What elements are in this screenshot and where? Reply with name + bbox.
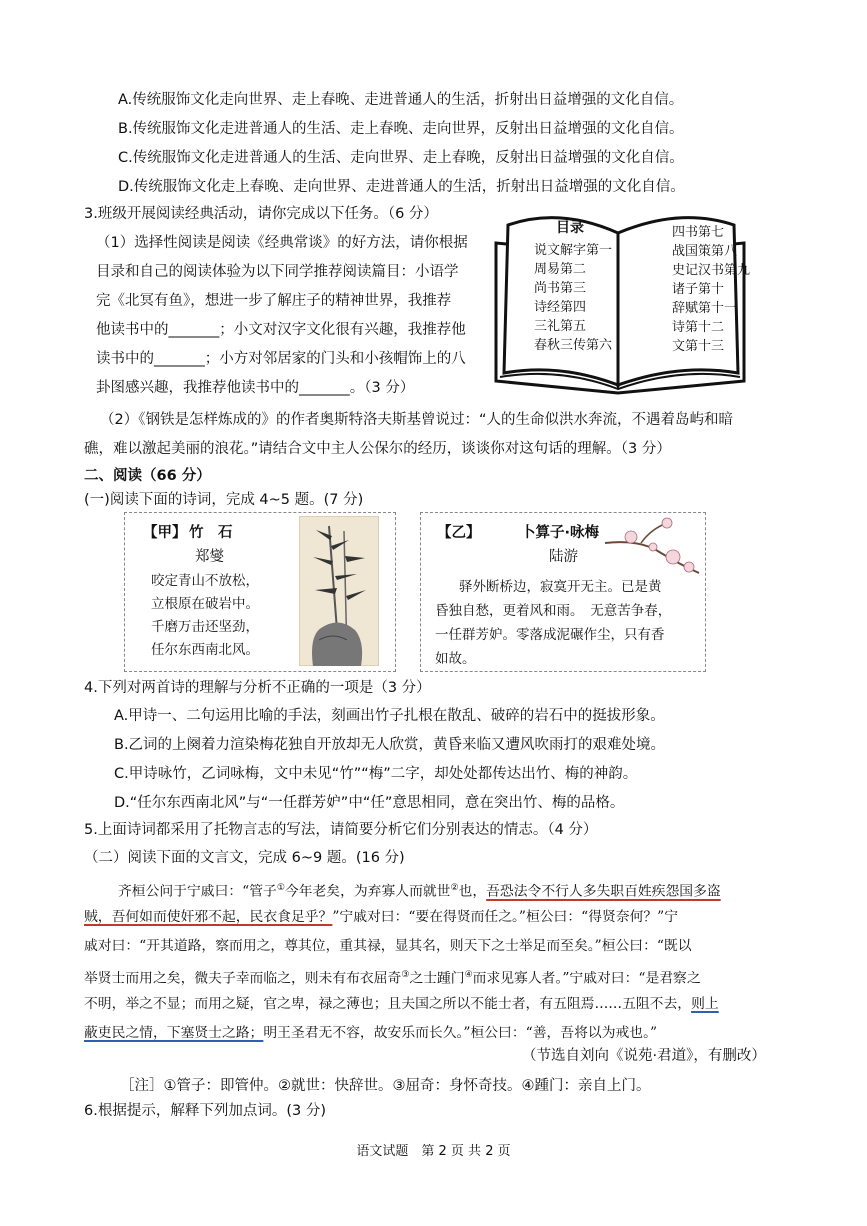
- footnote-marker: ③: [401, 970, 410, 980]
- book-right-item: 战国策第八: [672, 244, 738, 259]
- q3-part2-line: 礁，难以激起美丽的浪花。”请结合文中主人公保尔的经历，谈谈你对这句话的理解。（3 分）: [84, 441, 671, 457]
- q3-part1-line: 读书中的_______；小方对邻居家的门头和小孩帽饰上的八: [96, 351, 466, 367]
- classical-text: 不明，举之不显；而用之疑，官之卑，禄之薄也；且夫国之所以不能士者，有五阻焉……五阻不去，: [84, 996, 692, 1012]
- q3-part1-line: 完《北冥有鱼》，想进一步了解庄子的精神世界，我推荐: [96, 293, 452, 309]
- book-left-item: 春秋三传第六: [534, 338, 613, 353]
- poem-b-box: [420, 512, 706, 672]
- book-left-item: 三礼第五: [534, 319, 587, 334]
- poem-a-line: 咬定青山不放松，: [151, 573, 259, 589]
- footnote-marker: ②: [450, 883, 459, 893]
- poem-a-line: 千磨万击还坚劲，: [151, 619, 259, 635]
- poem-a-line: 立根原在破岩中。: [151, 596, 259, 612]
- q4-title: 4.下列对两首诗的理解与分析不正确的一项是（3 分）: [84, 680, 431, 696]
- section-heading: 二、阅读（66 分）: [84, 468, 211, 484]
- book-left-item: 周易第二: [534, 262, 587, 277]
- subsection-heading: (一)阅读下面的诗词，完成 4~5 题。(7 分): [84, 492, 364, 508]
- poem-b-line: 驿外断桥边，寂寞开无主。已是黄: [459, 579, 662, 595]
- classical-source: （节选自刘向《说苑·君道》，有删改）: [522, 1048, 766, 1064]
- q3-part1-line: 卦图感兴趣，我推荐他读书中的_______。（3 分）: [96, 380, 415, 396]
- book-right-item: 文第十三: [672, 339, 725, 354]
- bamboo-painting: [299, 516, 379, 666]
- q3-part1-line: （1）选择性阅读是阅读《经典常谈》的好方法，请你根据: [96, 235, 468, 251]
- subsection-heading-2: （二）阅读下面的文言文，完成 6~9 题。(16 分): [84, 850, 405, 866]
- q4-option-c: C.甲诗咏竹，乙词咏梅，文中未见“竹”“梅”二字，却处处都传达出竹、梅的神韵。: [114, 766, 638, 782]
- classical-text: 齐桓公问于宁戚曰：“管子: [118, 883, 277, 900]
- q3-part1-line: 他读书中的_______；小文对汉字文化很有兴趣，我推荐他: [96, 322, 466, 338]
- poem-b-author: 陆游: [549, 549, 578, 565]
- underlined-sentence: 蔽吏民之情，下塞贤士之路；: [84, 1025, 264, 1041]
- poem-a-author: 郑燮: [195, 549, 224, 565]
- q4-option-d: D.“任尔东西南北风”与“一任群芳妒”中“任”意思相同，意在突出竹、梅的品格。: [114, 795, 625, 811]
- book-left-item: 诗经第四: [534, 300, 587, 315]
- poem-b-tag: 【乙】: [437, 525, 481, 541]
- poem-a-tag: 【甲】: [143, 525, 187, 541]
- classical-line-5: [84, 994, 719, 1014]
- underlined-sentence: 则上: [691, 996, 719, 1012]
- book-illustration: [490, 203, 752, 401]
- book-right-item: 诗第十二: [672, 320, 725, 335]
- underlined-sentence: 吾恐法令不行人多失职百姓疾怨国多盗: [486, 883, 721, 900]
- poem-a-title: 竹 石: [189, 525, 233, 541]
- poem-a-line: 任尔东西南北风。: [151, 642, 259, 658]
- classical-line-2: [84, 907, 678, 927]
- classical-text: 之士踵门: [409, 970, 465, 987]
- book-right-item: 四书第七: [672, 225, 725, 240]
- q2-option-a: A.传统服饰文化走向世界、走上春晚、走进普通人的生活，折射出日益增强的文化自信。: [118, 92, 684, 108]
- q4-option-b: B.乙词的上阕着力渲染梅花独自开放却无人欣赏，黄昏来临又遭风吹雨打的艰难处境。: [114, 737, 666, 753]
- q3-part2-line: （2）《钢铁是怎样炼成的》的作者奥斯特洛夫斯基曾说过：“人的生命似洪水奔流，不遇着岛屿和暗: [100, 412, 733, 428]
- book-title: 目录: [556, 220, 584, 236]
- footnote-marker: ④: [464, 970, 473, 980]
- classical-text: 今年老矣，为弃寡人而就世: [284, 883, 451, 900]
- classical-line-4: [84, 965, 701, 989]
- classical-text: 明王圣君无不容，故安乐而长久。”桓公曰：“善，吾将以为戒也。”: [263, 1025, 658, 1041]
- poem-b-line: 一任群芳妒。零落成泥碾作尘，只有香: [435, 627, 665, 643]
- poem-b-line: 昏独自愁，更着风和雨。 无意苦争春，: [435, 603, 672, 619]
- q4-option-a: A.甲诗一、二句运用比喻的手法，刻画出竹子扎根在散乱、破碎的岩石中的挺拔形象。: [114, 708, 665, 724]
- classical-text: 也，: [458, 883, 487, 900]
- classical-line-6: [84, 1023, 657, 1043]
- classical-notes: ［注］①管子：即管仲。②就世：快辞世。③屈奇：身怀奇技。④踵门：亲自上门。: [120, 1078, 651, 1094]
- classical-text: 举贤士而用之矣，微夫子幸而临之，则未有布衣屈奇: [84, 970, 402, 987]
- q3-title: 3.班级开展阅读经典活动，请你完成以下任务。（6 分）: [84, 206, 438, 222]
- book-right-item: 史记汉书第九: [672, 263, 751, 278]
- q5: 5.上面诗词都采用了托物言志的写法，请简要分析它们分别表达的情志。（4 分）: [84, 822, 598, 838]
- q6: 6.根据提示，解释下列加点词。(3 分): [84, 1103, 326, 1119]
- q3-part1-line: 目录和自己的阅读体验为以下同学推荐阅读篇目：小语学: [96, 264, 459, 280]
- classical-line-1: [118, 878, 721, 902]
- classical-text: ”宁戚对曰：“要在得贤而任之。”桓公曰：“得贤奈何？”宁: [332, 909, 679, 925]
- book-left-item: 说文解字第一: [534, 243, 613, 258]
- footnote-marker: ①: [276, 883, 285, 893]
- poem-a-box: [124, 512, 396, 672]
- q2-option-c: C.传统服饰文化走进普通人的生活、走向世界、走上春晚，反射出日益增强的文化自信。: [118, 150, 684, 166]
- poem-b-line: 如故。: [435, 651, 476, 667]
- book-right-item: 诸子第十: [672, 282, 725, 297]
- classical-line-3: 戚对曰：“开其道路，察而用之，尊其位，重其禄，显其名，则天下之士举足而至矣。”桓公曰：“既以: [84, 938, 692, 954]
- classical-text: 而求见寡人者。”宁戚对曰：“是君察之: [472, 970, 701, 987]
- q2-option-d: D.传统服饰文化走上春晚、走向世界、走进普通人的生活，折射出日益增强的文化自信。: [118, 179, 685, 195]
- page-footer: 语文试题 第 2 页 共 2 页: [356, 1144, 511, 1159]
- underlined-sentence: 贼，吾何如而使奸邪不起，民衣食足乎？: [84, 909, 333, 925]
- book-left-item: 尚书第三: [534, 281, 587, 296]
- q2-option-b: B.传统服饰文化走进普通人的生活、走上春晚、走向世界，反射出日益增强的文化自信。: [118, 121, 684, 137]
- poem-b-title: 卜算子·咏梅: [521, 525, 600, 541]
- book-right-item: 辞赋第十一: [672, 301, 738, 316]
- plum-blossom-drawing: [601, 513, 701, 579]
